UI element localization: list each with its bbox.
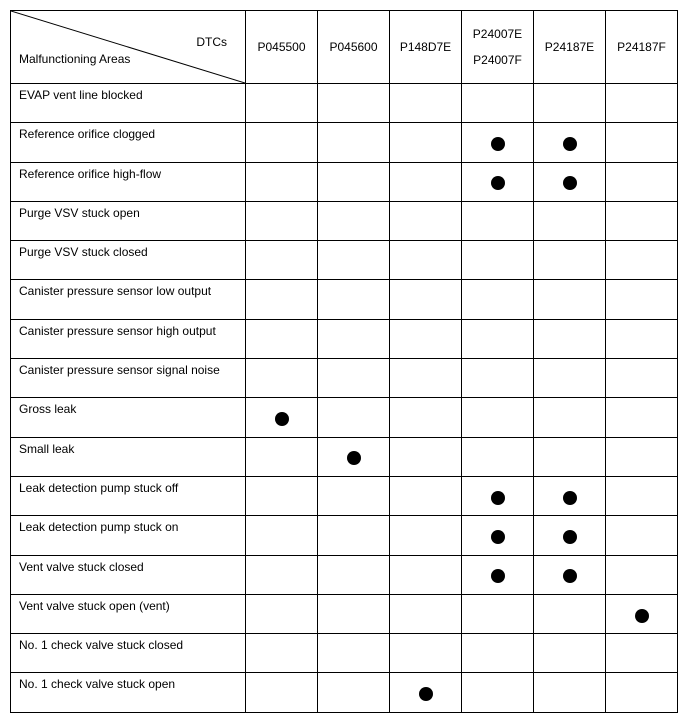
dtc-mark-cell: [390, 673, 462, 712]
dtc-mark-cell: [462, 673, 534, 712]
malfunction-area-cell: Canister pressure sensor low output: [11, 280, 246, 319]
filled-circle-icon: [563, 137, 577, 151]
dtc-mark-cell: [534, 319, 606, 358]
dtc-mark-cell: [462, 319, 534, 358]
dtc-column-header: [318, 11, 390, 84]
table-body: [11, 84, 678, 713]
dtc-code: P24007F: [473, 53, 522, 67]
dtc-mark-cell: [462, 594, 534, 633]
malfunction-area-cell: Leak detection pump stuck off: [11, 476, 246, 515]
dtc-mark-cell: [534, 123, 606, 162]
dtc-mark-cell: [246, 319, 318, 358]
table-row: [11, 359, 678, 398]
dtc-mark-cell: [390, 123, 462, 162]
malfunction-area-cell: No. 1 check valve stuck closed: [11, 634, 246, 673]
dtc-mark-cell: [390, 437, 462, 476]
dtc-mark-cell: [462, 241, 534, 280]
malfunctioning-areas-label: Malfunctioning Areas: [19, 52, 131, 66]
dtc-mark-cell: [534, 476, 606, 515]
malfunction-area-cell: Vent valve stuck closed: [11, 555, 246, 594]
dtc-mark-cell: [390, 319, 462, 358]
dtc-mark-cell: [318, 162, 390, 201]
dtc-mark-cell: [246, 280, 318, 319]
dtc-mark-cell: [606, 359, 678, 398]
malfunction-area-cell: Leak detection pump stuck on: [11, 516, 246, 555]
dtc-column-header: [390, 11, 462, 84]
header-row: [11, 11, 678, 84]
filled-circle-icon: [347, 451, 361, 465]
dtc-mark-cell: [318, 319, 390, 358]
malfunction-area-cell: Reference orifice clogged: [11, 123, 246, 162]
dtc-mark-cell: [246, 476, 318, 515]
dtc-column-header: [534, 11, 606, 84]
dtc-mark-cell: [534, 201, 606, 240]
dtc-mark-cell: [390, 476, 462, 515]
dtc-mark-cell: [606, 634, 678, 673]
table-row: [11, 162, 678, 201]
filled-circle-icon: [635, 609, 649, 623]
dtc-mark-cell: [462, 437, 534, 476]
malfunction-area-cell: Gross leak: [11, 398, 246, 437]
table-row: [11, 594, 678, 633]
table-row: [11, 319, 678, 358]
dtc-mark-cell: [606, 319, 678, 358]
table-row: [11, 476, 678, 515]
dtc-code: P148D7E: [399, 40, 452, 54]
dtc-mark-cell: [246, 516, 318, 555]
dtc-mark-cell: [606, 201, 678, 240]
dtc-mark-cell: [606, 437, 678, 476]
dtc-mark-cell: [606, 280, 678, 319]
filled-circle-icon: [563, 530, 577, 544]
dtc-mark-cell: [318, 634, 390, 673]
dtc-mark-cell: [534, 84, 606, 123]
dtc-mark-cell: [606, 594, 678, 633]
dtc-mark-cell: [534, 437, 606, 476]
table-row: [11, 84, 678, 123]
filled-circle-icon: [491, 137, 505, 151]
corner-header-cell: [11, 11, 246, 84]
dtc-mark-cell: [318, 673, 390, 712]
dtc-mark-cell: [534, 241, 606, 280]
dtc-code: P24007E: [472, 27, 523, 41]
filled-circle-icon: [491, 530, 505, 544]
dtc-code: P045600: [329, 40, 378, 54]
dtc-mark-cell: [318, 476, 390, 515]
dtc-mark-cell: [318, 84, 390, 123]
dtc-mark-cell: [606, 398, 678, 437]
malfunction-area-cell: Purge VSV stuck open: [11, 201, 246, 240]
dtc-code: P24187E: [544, 40, 595, 54]
dtc-mark-cell: [318, 241, 390, 280]
table-row: [11, 241, 678, 280]
dtc-mark-cell: [534, 280, 606, 319]
table-row: [11, 673, 678, 712]
dtc-mark-cell: [534, 634, 606, 673]
dtc-mark-cell: [606, 162, 678, 201]
table-row: [11, 634, 678, 673]
filled-circle-icon: [491, 491, 505, 505]
dtc-mark-cell: [390, 241, 462, 280]
dtc-mark-cell: [462, 201, 534, 240]
table-row: [11, 201, 678, 240]
dtc-mark-cell: [534, 516, 606, 555]
dtc-column-header: [246, 11, 318, 84]
malfunction-area-cell: EVAP vent line blocked: [11, 84, 246, 123]
dtc-mark-cell: [318, 398, 390, 437]
malfunction-area-cell: No. 1 check valve stuck open: [11, 673, 246, 712]
dtc-mark-cell: [246, 594, 318, 633]
filled-circle-icon: [563, 569, 577, 583]
dtc-mark-cell: [534, 398, 606, 437]
dtc-mark-cell: [606, 673, 678, 712]
dtc-matrix-table: [10, 10, 678, 713]
dtc-mark-cell: [462, 84, 534, 123]
table-row: [11, 437, 678, 476]
dtc-mark-cell: [606, 84, 678, 123]
dtc-mark-cell: [390, 359, 462, 398]
filled-circle-icon: [563, 491, 577, 505]
filled-circle-icon: [491, 569, 505, 583]
dtc-mark-cell: [318, 280, 390, 319]
malfunction-area-cell: Vent valve stuck open (vent): [11, 594, 246, 633]
dtc-mark-cell: [534, 594, 606, 633]
dtc-mark-cell: [462, 280, 534, 319]
dtc-code: P045500: [257, 40, 306, 54]
dtc-mark-cell: [606, 555, 678, 594]
dtc-mark-cell: [390, 280, 462, 319]
filled-circle-icon: [419, 687, 433, 701]
dtc-mark-cell: [390, 555, 462, 594]
dtc-mark-cell: [390, 516, 462, 555]
dtc-column-header: [462, 11, 534, 84]
dtc-mark-cell: [246, 162, 318, 201]
dtc-mark-cell: [318, 123, 390, 162]
dtc-mark-cell: [462, 476, 534, 515]
dtc-mark-cell: [246, 437, 318, 476]
dtc-mark-cell: [390, 84, 462, 123]
dtc-mark-cell: [318, 516, 390, 555]
dtc-mark-cell: [246, 123, 318, 162]
dtc-mark-cell: [390, 162, 462, 201]
table-row: [11, 555, 678, 594]
dtc-mark-cell: [318, 359, 390, 398]
dtc-mark-cell: [246, 555, 318, 594]
dtc-mark-cell: [462, 359, 534, 398]
dtc-mark-cell: [246, 241, 318, 280]
table-row: [11, 516, 678, 555]
dtc-mark-cell: [318, 555, 390, 594]
dtc-mark-cell: [246, 634, 318, 673]
filled-circle-icon: [491, 176, 505, 190]
dtc-mark-cell: [246, 398, 318, 437]
dtc-mark-cell: [462, 123, 534, 162]
dtc-mark-cell: [534, 162, 606, 201]
dtc-mark-cell: [246, 673, 318, 712]
malfunction-area-cell: Purge VSV stuck closed: [11, 241, 246, 280]
dtc-mark-cell: [534, 555, 606, 594]
table-row: [11, 123, 678, 162]
dtc-code: P24187F: [617, 40, 666, 54]
dtc-mark-cell: [246, 359, 318, 398]
malfunction-area-cell: Small leak: [11, 437, 246, 476]
filled-circle-icon: [275, 412, 289, 426]
dtc-mark-cell: [534, 673, 606, 712]
dtc-column-header: [606, 11, 678, 84]
dtc-mark-cell: [462, 398, 534, 437]
dtc-mark-cell: [462, 634, 534, 673]
malfunction-area-cell: Canister pressure sensor high output: [11, 319, 246, 358]
dtc-mark-cell: [318, 201, 390, 240]
dtc-mark-cell: [534, 359, 606, 398]
dtc-mark-cell: [390, 398, 462, 437]
dtc-mark-cell: [606, 241, 678, 280]
dtc-mark-cell: [462, 555, 534, 594]
dtc-mark-cell: [390, 201, 462, 240]
dtc-mark-cell: [246, 201, 318, 240]
dtc-mark-cell: [606, 123, 678, 162]
dtc-mark-cell: [462, 162, 534, 201]
table-row: [11, 398, 678, 437]
table-row: [11, 280, 678, 319]
dtc-mark-cell: [246, 84, 318, 123]
dtc-mark-cell: [390, 634, 462, 673]
dtc-mark-cell: [606, 476, 678, 515]
dtc-mark-cell: [606, 516, 678, 555]
malfunction-area-cell: Reference orifice high-flow: [11, 162, 246, 201]
dtc-mark-cell: [318, 437, 390, 476]
malfunction-area-cell: Canister pressure sensor signal noise: [11, 359, 246, 398]
dtc-mark-cell: [462, 516, 534, 555]
dtc-mark-cell: [318, 594, 390, 633]
dtcs-label: DTCs: [196, 35, 227, 49]
dtc-mark-cell: [390, 594, 462, 633]
filled-circle-icon: [563, 176, 577, 190]
